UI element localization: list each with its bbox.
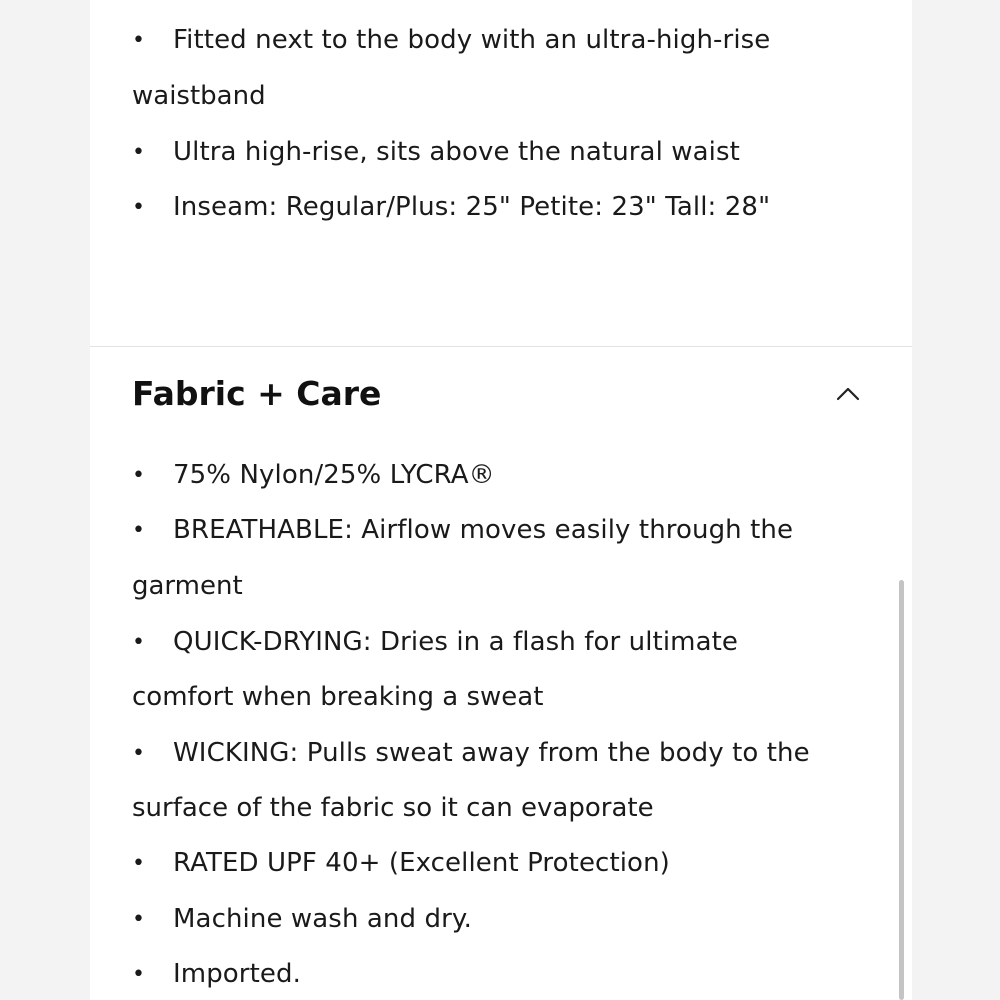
scrollbar[interactable] bbox=[899, 580, 904, 1000]
list-item: • Machine wash and dry. bbox=[132, 904, 473, 934]
list-item-continuation: surface of the fabric so it can evaporate bbox=[132, 793, 654, 823]
section-divider bbox=[90, 346, 912, 347]
list-item: • Ultra high-rise, sits above the natural waist bbox=[132, 137, 740, 167]
fabric-care-title[interactable]: Fabric + Care bbox=[132, 374, 382, 413]
list-item-continuation: waistband bbox=[132, 81, 266, 111]
list-item: • Inseam: Regular/Plus: 25" Petite: 23" Tall: 28" bbox=[132, 192, 771, 222]
list-item: • Imported. bbox=[132, 959, 301, 989]
list-item: • 75% Nylon/25% LYCRA® bbox=[132, 460, 495, 490]
list-item: • QUICK-DRYING: Dries in a flash for ultimate bbox=[132, 627, 739, 657]
list-item-continuation: garment bbox=[132, 571, 243, 601]
list-item-continuation: comfort when breaking a sweat bbox=[132, 682, 544, 712]
list-item: • BREATHABLE: Airflow moves easily through the bbox=[132, 515, 794, 545]
chevron-up-icon[interactable] bbox=[836, 386, 860, 402]
list-item: • RATED UPF 40+ (Excellent Protection) bbox=[132, 848, 670, 878]
list-item: • WICKING: Pulls sweat away from the body to the bbox=[132, 738, 810, 768]
list-item: • Fitted next to the body with an ultra-high-rise bbox=[132, 25, 771, 55]
